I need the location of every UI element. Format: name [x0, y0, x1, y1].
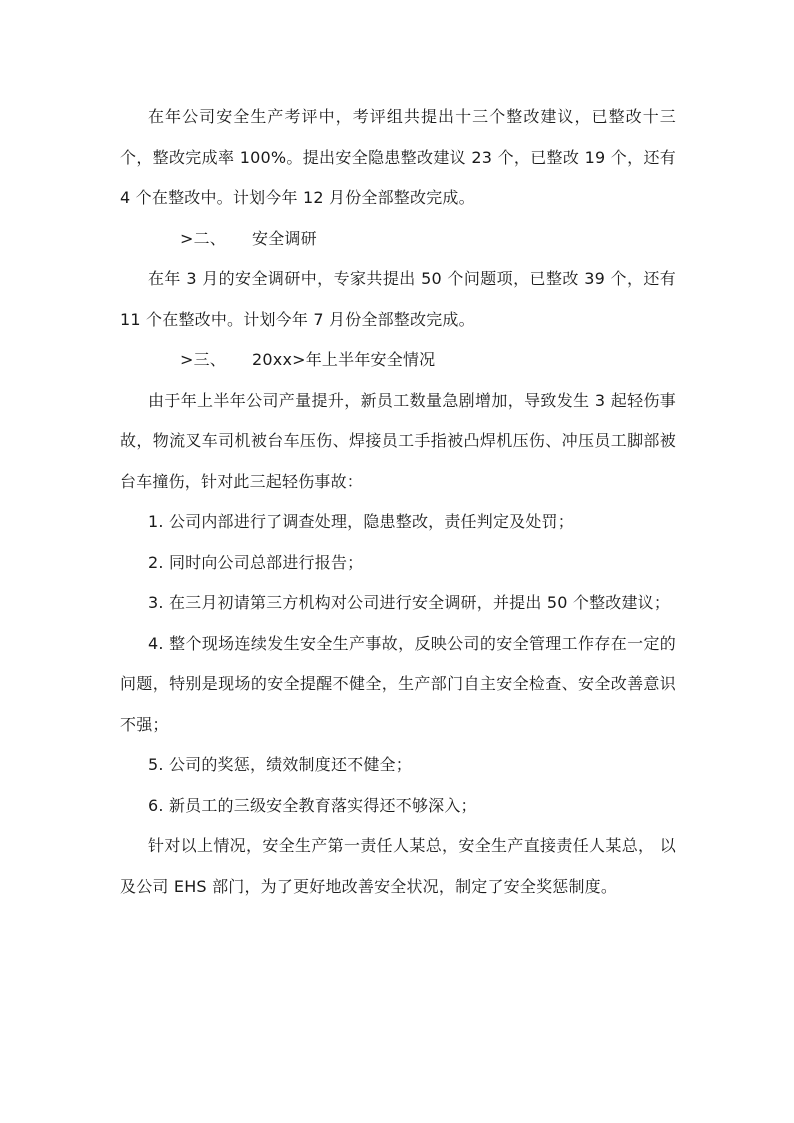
list-item: 6. 新员工的三级安全教育落实得还不够深入；	[148, 795, 477, 815]
section-number: >二、	[180, 228, 227, 248]
section-title: 20xx>年上半年安全情况	[252, 350, 436, 369]
list-item: 2. 同时向公司总部进行报告；	[148, 552, 364, 572]
paragraph-injury-incidents: 由于年上半年公司产量提升，新员工数量急剧增加，导致发生 3 起轻伤事故，物流叉车司机被台车压伤、焊接员工手指被凸焊机压伤、冲压员工脚部被台车撞伤，针对此三起轻伤事故：	[120, 390, 676, 491]
paragraph-reward-punishment-system: 针对以上情况，安全生产第一责任人某总，安全生产直接责任人某总， 以及公司 EHS 部门，为了更好地改善安全状况，制定了安全奖惩制度。	[120, 836, 676, 896]
section-title: 安全调研	[252, 228, 317, 248]
list-item: 5. 公司的奖惩，绩效制度还不健全；	[148, 755, 412, 774]
paragraph-safety-research: 在年 3 月的安全调研中，专家共提出 50 个问题项，已整改 39 个，还有 11 个在整改中。计划今年 7 月份全部整改完成。	[120, 269, 676, 329]
document-body	[120, 97, 676, 907]
list-item: 3. 在三月初请第三方机构对公司进行安全调研，并提出 50 个整改建议；	[148, 593, 671, 612]
section-number: >三、	[180, 350, 227, 369]
list-item: 1. 公司内部进行了调查处理，隐患整改，责任判定及处罚；	[148, 512, 574, 531]
section-heading-safety-research	[120, 219, 676, 260]
list-item: 4. 整个现场连续发生安全生产事故，反映公司的安全管理工作存在一定的问题，特别是现场的安全提醒不健全，生产部门自主安全检查、安全改善意识不强；	[120, 633, 676, 734]
section-heading-half-year-safety	[120, 340, 676, 381]
paragraph-rectification-summary: 在年公司安全生产考评中，考评组共提出十三个整改建议，已整改十三个，整改完成率 100%。提出安全隐患整改建议 23 个，已整改 19 个，还有 4 个在整改中。计划今年 12 月份全部整改完成。	[120, 107, 676, 207]
